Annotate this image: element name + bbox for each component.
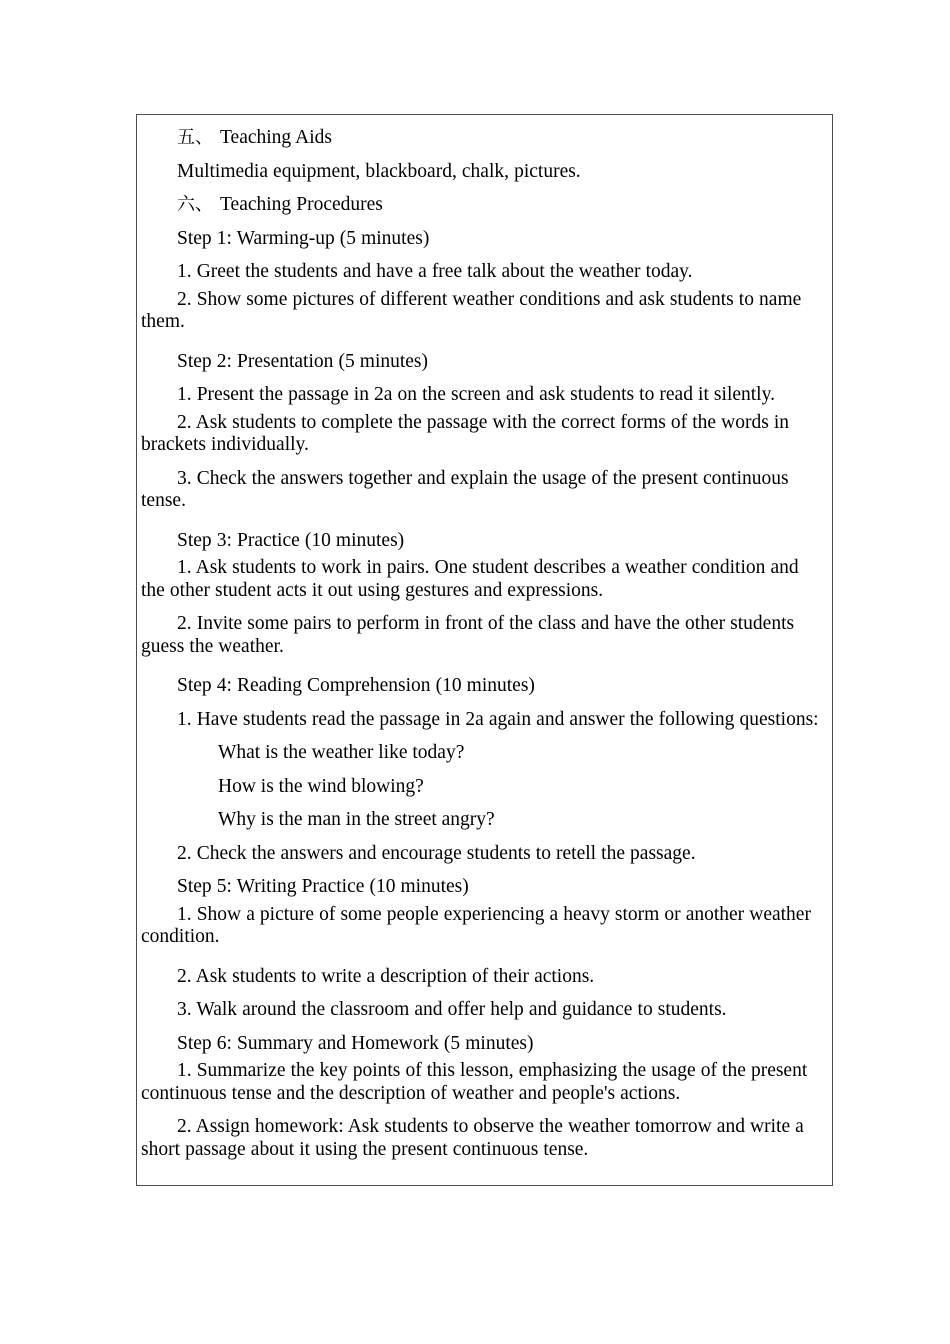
step-1-title: Step 1: Warming-up (5 minutes) xyxy=(177,227,430,249)
step-2-item-2: 2. Ask students to complete the passage with the correct forms of the words in brackets individually. xyxy=(141,411,790,455)
step-4-question-1: What is the weather like today? xyxy=(218,742,465,763)
step-4-item-2: 2. Check the answers and encourage students to retell the passage. xyxy=(177,842,696,864)
lesson-plan-content xyxy=(141,121,820,1172)
section-heading-text: Teaching Procedures xyxy=(220,194,383,215)
step-4-question-3: Why is the man in the street angry? xyxy=(218,809,495,830)
step-5-item-2: 2. Ask students to write a description of their actions. xyxy=(177,965,595,987)
section-numeral: 六、 xyxy=(177,194,213,215)
section-heading-text: Teaching Aids xyxy=(220,127,333,148)
teaching-aids-heading xyxy=(141,121,820,155)
step-6-item-1: 1. Summarize the key points of this lesson, emphasizing the usage of the present continuous tense and the description of weather and people's actions. xyxy=(141,1060,808,1104)
step-3-item-2: 2. Invite some pairs to perform in front of the class and have the other students guess the weather. xyxy=(141,613,795,657)
step-5-item-3: 3. Walk around the classroom and offer help and guidance to students. xyxy=(177,999,727,1020)
step-6-title: Step 6: Summary and Homework (5 minutes) xyxy=(177,1032,534,1054)
step-3-item-1: 1. Ask students to work in pairs. One student describes a weather condition and the other student acts it out using gestures and expressions. xyxy=(141,557,799,601)
step-2-item-3: 3. Check the answers together and explain the usage of the present continuous tense. xyxy=(141,467,789,511)
step-3-title: Step 3: Practice (10 minutes) xyxy=(177,529,405,551)
step-1-item-2: 2. Show some pictures of different weather conditions and ask students to name them. xyxy=(141,288,802,332)
step-5-item-1: 1. Show a picture of some people experiencing a heavy storm or another weather condition. xyxy=(141,903,811,947)
step-1-item-1: 1. Greet the students and have a free talk about the weather today. xyxy=(177,261,693,282)
lesson-plan-table-frame xyxy=(136,114,833,1186)
step-5-title: Step 5: Writing Practice (10 minutes) xyxy=(177,876,469,897)
teaching-procedures-heading xyxy=(141,188,820,222)
step-4-title: Step 4: Reading Comprehension (10 minutes) xyxy=(177,675,535,696)
step-6-item-2: 2. Assign homework: Ask students to observe the weather tomorrow and write a short passage about it using the present continuous tense. xyxy=(141,1116,804,1160)
section-numeral: 五、 xyxy=(177,127,213,148)
step-2-title: Step 2: Presentation (5 minutes) xyxy=(177,350,429,372)
step-2-item-1: 1. Present the passage in 2a on the screen and ask students to read it silently. xyxy=(177,384,775,405)
teaching-aids-body: Multimedia equipment, blackboard, chalk, pictures. xyxy=(177,160,581,182)
step-4-item-1: 1. Have students read the passage in 2a again and answer the following questions: xyxy=(177,708,819,730)
step-4-question-2: How is the wind blowing? xyxy=(218,775,424,797)
